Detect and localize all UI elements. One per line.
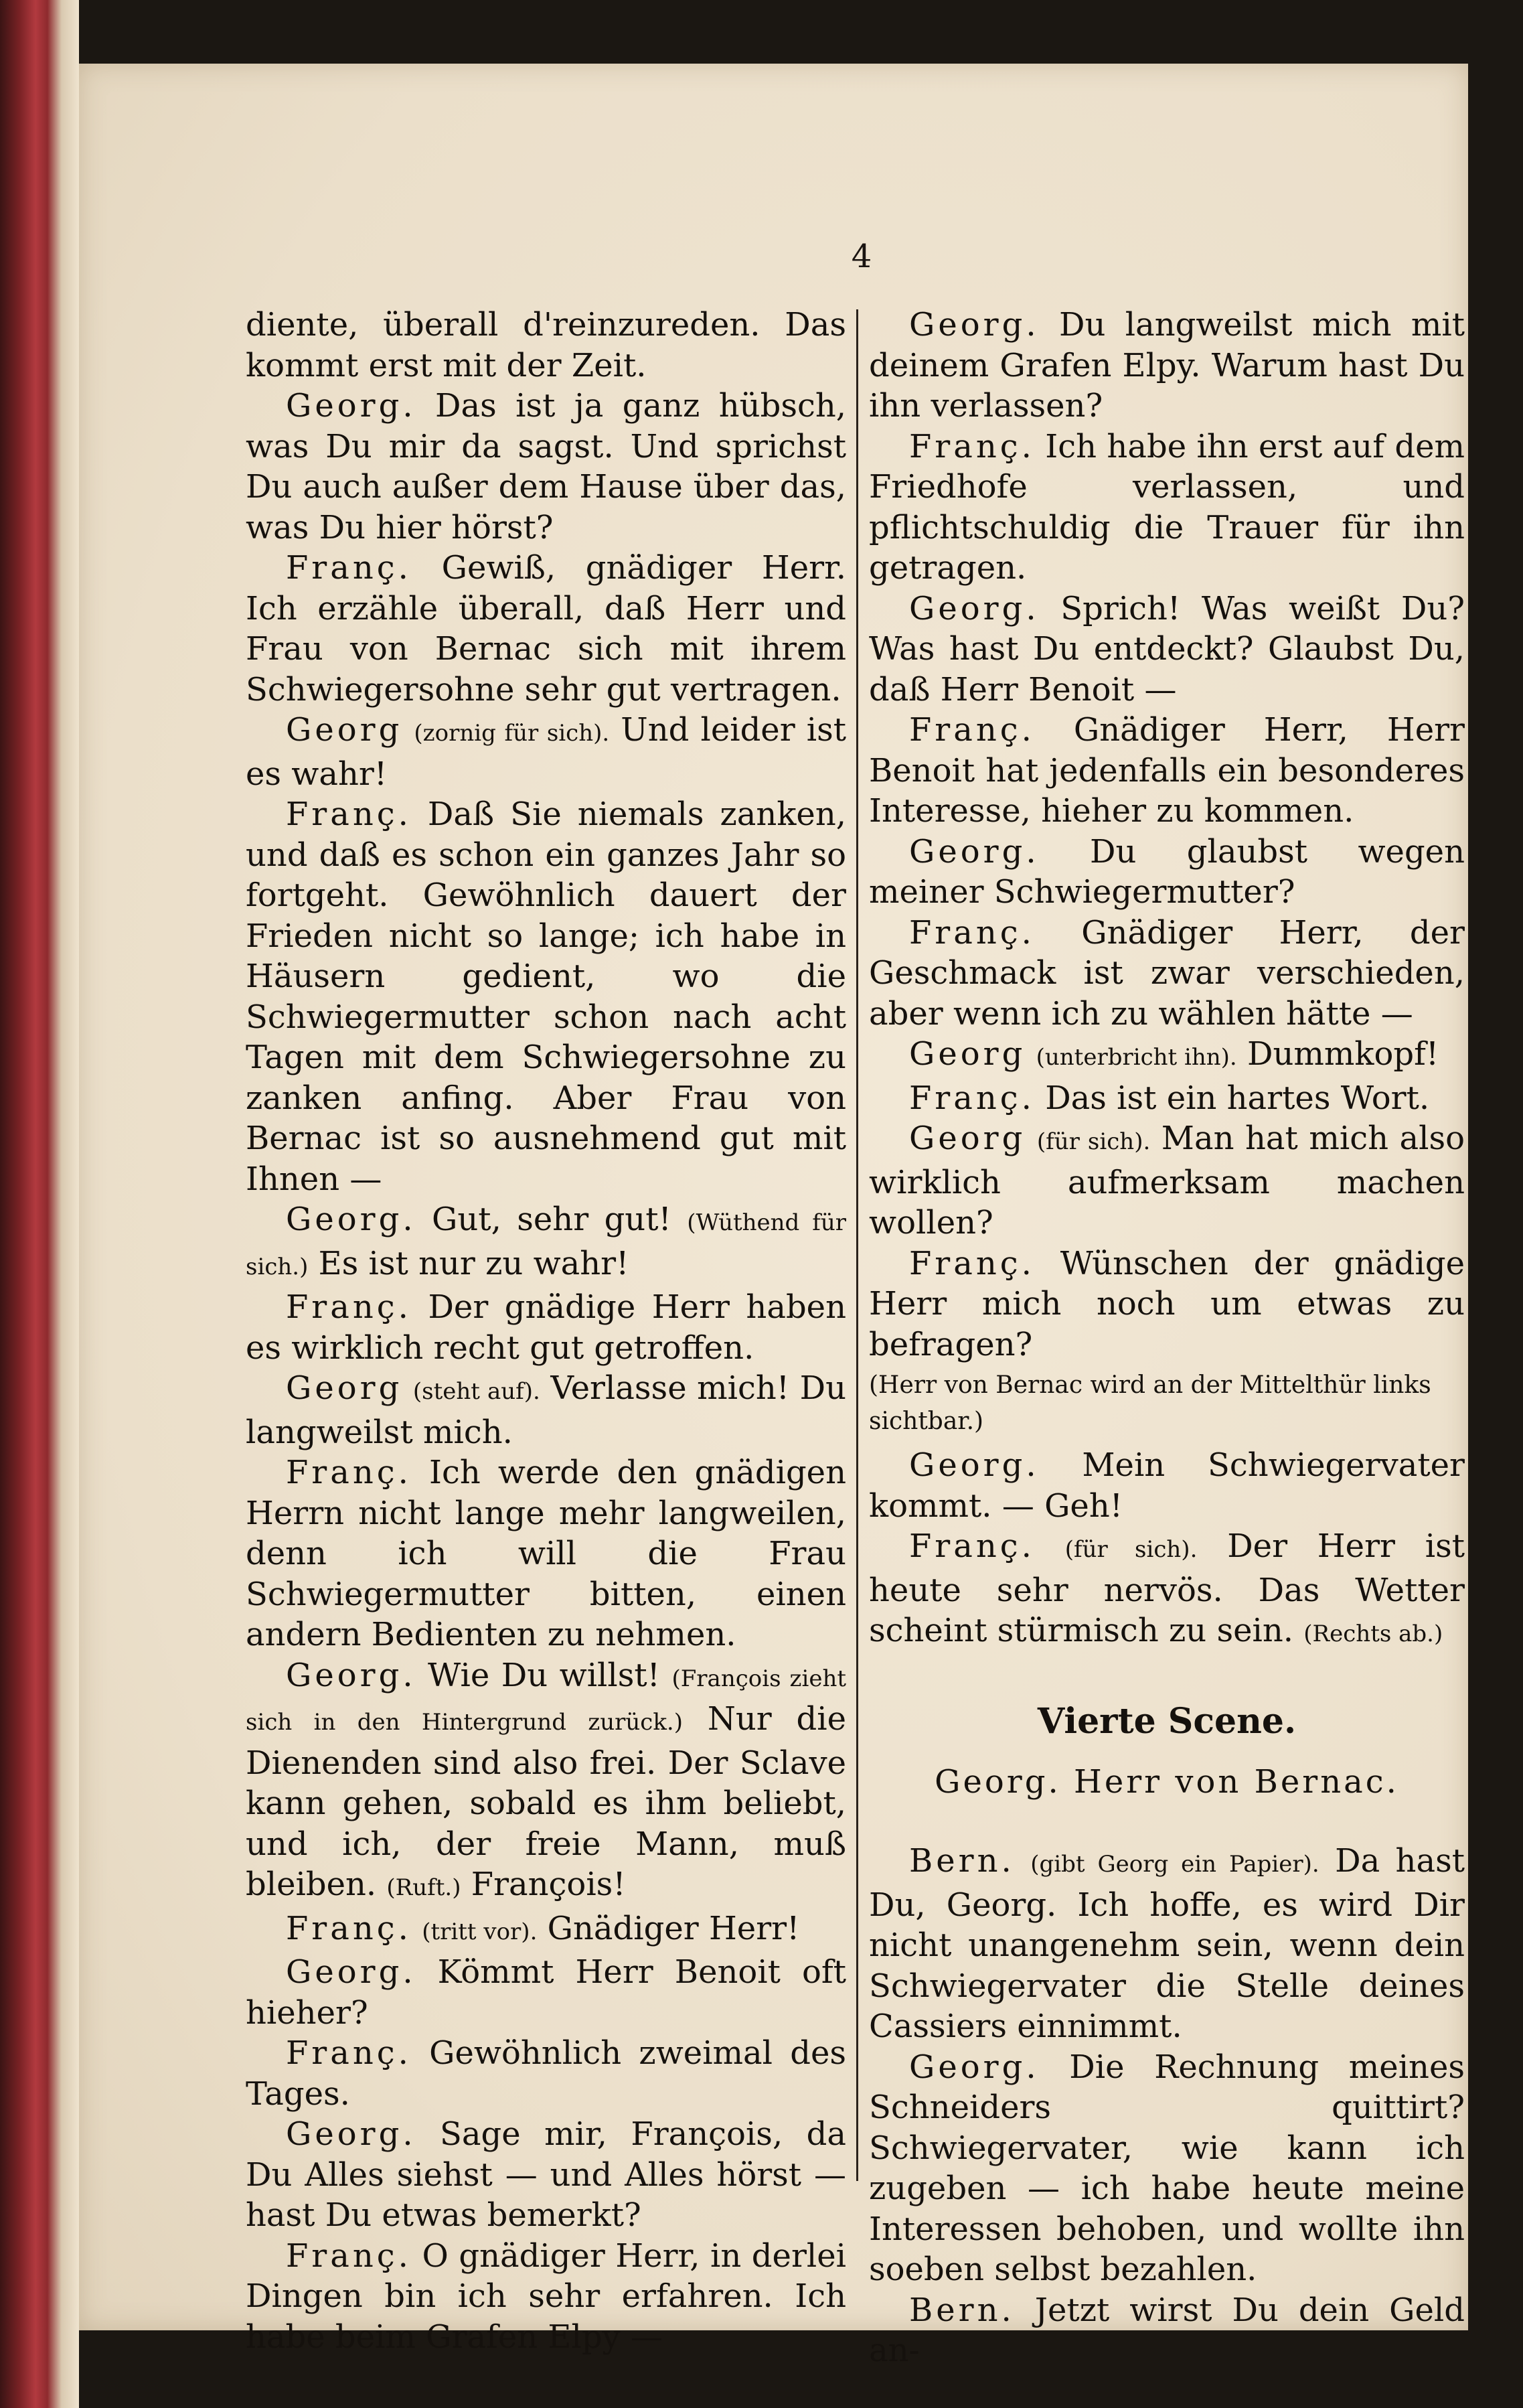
- dialogue-text: Dummkopf!: [1247, 1035, 1439, 1073]
- dialogue-text: Nur die Dienenden sind also frei. Der Sclave kann gehen, sobald es ihm beliebt, und ich, der freie Mann, muß bleiben.: [246, 1700, 847, 1903]
- dialogue-text: Gnädiger Herr, der Geschmack ist zwar verschieden, aber wenn ich zu wählen hätte —: [869, 913, 1465, 1033]
- speaker-name: Bern.: [909, 1842, 1015, 1880]
- speaker-name: Franç.: [909, 711, 1035, 749]
- stage-direction: (gibt Georg ein Papier).: [1030, 1851, 1319, 1878]
- dialogue-text: Sage mir, François, da Du Alles siehst — und Alles hörst — hast Du etwas bemerkt?: [246, 2115, 846, 2234]
- scene-cast: Georg. Herr von Bernac.: [935, 1762, 1399, 1801]
- dialogue-paragraph: [869, 1841, 1465, 2047]
- dialogue-text: diente, überall d'reinzureden. Das kommt erst mit der Zeit.: [246, 306, 846, 384]
- dialogue-text: Die Rechnung meines Schneiders quittirt? Schwiegervater, wie kann ich zugeben — ich habe heute meine Interessen behoben, und wollte ihn soeben selbst bezahlen.: [869, 2048, 1465, 2288]
- dialogue-text: O gnädiger Herr, in derlei Dingen bin ich sehr erfahren. Ich habe beim Grafen Elpy —: [246, 2237, 846, 2356]
- speaker-name: Franç.: [286, 1454, 412, 1491]
- stage-direction: (für sich).: [1064, 1536, 1198, 1563]
- speaker-name: Georg.: [286, 1953, 416, 1991]
- dialogue-paragraph: [246, 305, 846, 386]
- speaker-name: Franç.: [286, 2237, 412, 2275]
- dialogue-paragraph: [869, 1078, 1465, 1119]
- dialogue-paragraph: [869, 1526, 1465, 1655]
- dialogue-text: Der gnädige Herr haben es wirklich recht gut getroffen.: [246, 1288, 846, 1367]
- speaker-name: Georg: [909, 1120, 1026, 1157]
- dialogue-paragraph: [869, 1118, 1465, 1244]
- dialogue-text: Und leider ist es wahr!: [246, 711, 847, 793]
- speaker-name: Georg: [286, 1369, 403, 1407]
- dialogue-paragraph: [869, 427, 1465, 589]
- dialogue-text: Kömmt Herr Benoit oft hieher?: [246, 1953, 846, 2032]
- stage-direction: (François zieht sich in den Hintergrund zurück.): [246, 1665, 847, 1736]
- stage-direction: (Rechts ab.): [1303, 1621, 1443, 1647]
- dialogue-text: Das ist ein hartes Wort.: [1045, 1079, 1430, 1117]
- dialogue-paragraph: [869, 589, 1465, 710]
- dialogue-paragraph: [246, 548, 846, 710]
- dialogue-text: Gewöhnlich zweimal des Tages.: [246, 2034, 846, 2113]
- dialogue-text: Gnädiger Herr!: [547, 1909, 800, 1947]
- speaker-name: Georg.: [909, 306, 1040, 344]
- speaker-name: Franç.: [909, 427, 1035, 465]
- dialogue-paragraph: [869, 913, 1465, 1035]
- dialogue-paragraph: [869, 832, 1465, 913]
- dialogue-paragraph: [869, 1034, 1465, 1078]
- dialogue-text: Wünschen der gnädige Herr mich noch um etwas zu befragen?: [869, 1244, 1465, 1363]
- dialogue-paragraph: [246, 1655, 846, 1908]
- speaker-name: Franç.: [286, 1909, 412, 1947]
- dialogue-text: Gnädiger Herr, Herr Benoit hat jedenfalls ein besonderes Interesse, hieher zu kommen.: [869, 711, 1465, 830]
- dialogue-text: Ich habe ihn erst auf dem Friedhofe verlassen, und pflichtschuldig die Trauer für ihn getragen.: [869, 427, 1465, 587]
- speaker-name: Franç.: [909, 1244, 1035, 1282]
- dialogue-paragraph: [246, 2114, 846, 2236]
- dialogue-paragraph: [869, 710, 1465, 832]
- dialogue-text: Man hat mich also wirklich aufmerksam machen wollen?: [869, 1120, 1465, 1241]
- speaker-name: Georg.: [909, 1446, 1040, 1484]
- speaker-name: Franç.: [286, 549, 412, 587]
- speaker-name: Franç.: [286, 1288, 412, 1326]
- speaker-name: Georg.: [286, 387, 416, 425]
- dialogue-paragraph: [246, 710, 846, 794]
- column-divider: [856, 309, 858, 2181]
- dialogue-paragraph: [246, 1368, 846, 1452]
- stage-direction: (Wüthend für sich.): [246, 1209, 847, 1280]
- stage-direction: (Ruft.): [386, 1874, 461, 1901]
- dialogue-paragraph: [246, 1952, 846, 2033]
- dialogue-text: Du langweilst mich mit deinem Grafen Elpy. Warum hast Du ihn verlassen?: [869, 306, 1465, 425]
- stage-direction: (steht auf).: [412, 1378, 540, 1405]
- dialogue-paragraph: [246, 2033, 846, 2114]
- dialogue-text: Das ist ja ganz hübsch, was Du mir da sagst. Und sprichst Du auch außer dem Hause über das, was Du hier hörst?: [246, 387, 847, 546]
- dialogue-paragraph: [246, 1199, 846, 1287]
- left-column: [246, 305, 846, 2357]
- speaker-name: Franç.: [909, 1527, 1035, 1565]
- speaker-name: Franç.: [286, 796, 412, 833]
- dialogue-text: Es ist nur zu wahr!: [318, 1244, 629, 1282]
- dialogue-text: Verlasse mich! Du langweilst mich.: [246, 1369, 846, 1451]
- dialogue-text: Da hast Du, Georg. Ich hoffe, es wird Dir nicht unangenehm sein, wenn dein Schwiegervater die Stelle deines Cassiers einnimmt.: [869, 1842, 1465, 2045]
- dialogue-text: Ich werde den gnädigen Herrn nicht lange mehr langweilen, denn ich will die Frau Schwiegermutter bitten, einen andern Bedienten zu nehmen.: [246, 1454, 846, 1653]
- stage-direction: (für sich).: [1036, 1128, 1151, 1155]
- speaker-name: Georg.: [909, 2048, 1040, 2086]
- right-column: [869, 305, 1465, 2371]
- dialogue-paragraph: [246, 1452, 846, 1655]
- speaker-name: Franç.: [286, 2034, 412, 2072]
- dialogue-text: Gewiß, gnädiger Herr. Ich erzähle überall, daß Herr und Frau von Bernac sich mit ihrem Schwiegersohne sehr gut vertragen.: [246, 549, 846, 708]
- dialogue-paragraph: [869, 2047, 1465, 2290]
- dialogue-paragraph: [869, 1445, 1465, 1526]
- speaker-name: Georg: [909, 1035, 1026, 1073]
- speaker-name: Georg.: [909, 589, 1040, 627]
- stage-direction: (Herr von Bernac wird an der Mittelthür links sichtbar.): [869, 1371, 1431, 1435]
- book-edge: [0, 0, 79, 2408]
- stage-direction: (tritt vor).: [422, 1918, 538, 1945]
- speaker-name: Franç.: [909, 913, 1035, 952]
- scene-heading: Vierte Scene.: [1037, 1700, 1297, 1742]
- dialogue-paragraph: [246, 794, 846, 1199]
- dialogue-text: Daß Sie niemals zanken, und daß es schon ein ganzes Jahr so fortgeht. Gewöhnlich dauert der Frieden nicht so lange; ich habe in Häusern gedient, wo die Schwiegermutter schon nach acht Tagen mit dem Schwiegersohne zu zanken anfing. Aber Frau von Bernac ist so ausnehmend gut mit Ihnen —: [246, 796, 846, 1198]
- dialogue-paragraph: [246, 1908, 846, 1953]
- dialogue-text: Mein Schwiegervater kommt. — Geh!: [869, 1446, 1465, 1525]
- dialogue-text: Sprich! Was weißt Du? Was hast Du entdeckt? Glaubst Du, daß Herr Benoit —: [869, 589, 1465, 708]
- dialogue-text: François!: [471, 1866, 626, 1903]
- speaker-name: Georg.: [909, 832, 1040, 871]
- speaker-name: Georg.: [286, 1656, 416, 1694]
- dialogue-paragraph: [246, 386, 846, 548]
- stage-direction: (zornig für sich).: [414, 720, 610, 747]
- dialogue-text: Der Herr ist heute sehr nervös. Das Wetter scheint stürmisch zu sein.: [869, 1527, 1465, 1649]
- speaker-name: Franç.: [909, 1079, 1035, 1117]
- speaker-name: Bern.: [909, 2291, 1015, 2329]
- page-number: 4: [851, 238, 872, 275]
- dialogue-text: Wie Du willst!: [428, 1656, 660, 1694]
- stage-direction: (unterbricht ihn).: [1036, 1044, 1237, 1071]
- dialogue-text: Du glaubst wegen meiner Schwiegermutter?: [869, 832, 1465, 911]
- speaker-name: Georg.: [286, 2115, 416, 2153]
- dialogue-paragraph: [869, 1244, 1465, 1365]
- dialogue-paragraph: [869, 305, 1465, 427]
- speaker-name: Georg: [286, 711, 403, 749]
- dialogue-paragraph: [246, 1287, 846, 1368]
- speaker-name: Georg.: [286, 1201, 416, 1238]
- dialogue-text: Jetzt wirst Du dein Geld an-: [869, 2291, 1465, 2369]
- dialogue-paragraph: [246, 2236, 846, 2358]
- dialogue-text: Gut, sehr gut!: [432, 1201, 671, 1238]
- dialogue-paragraph: [869, 2290, 1465, 2371]
